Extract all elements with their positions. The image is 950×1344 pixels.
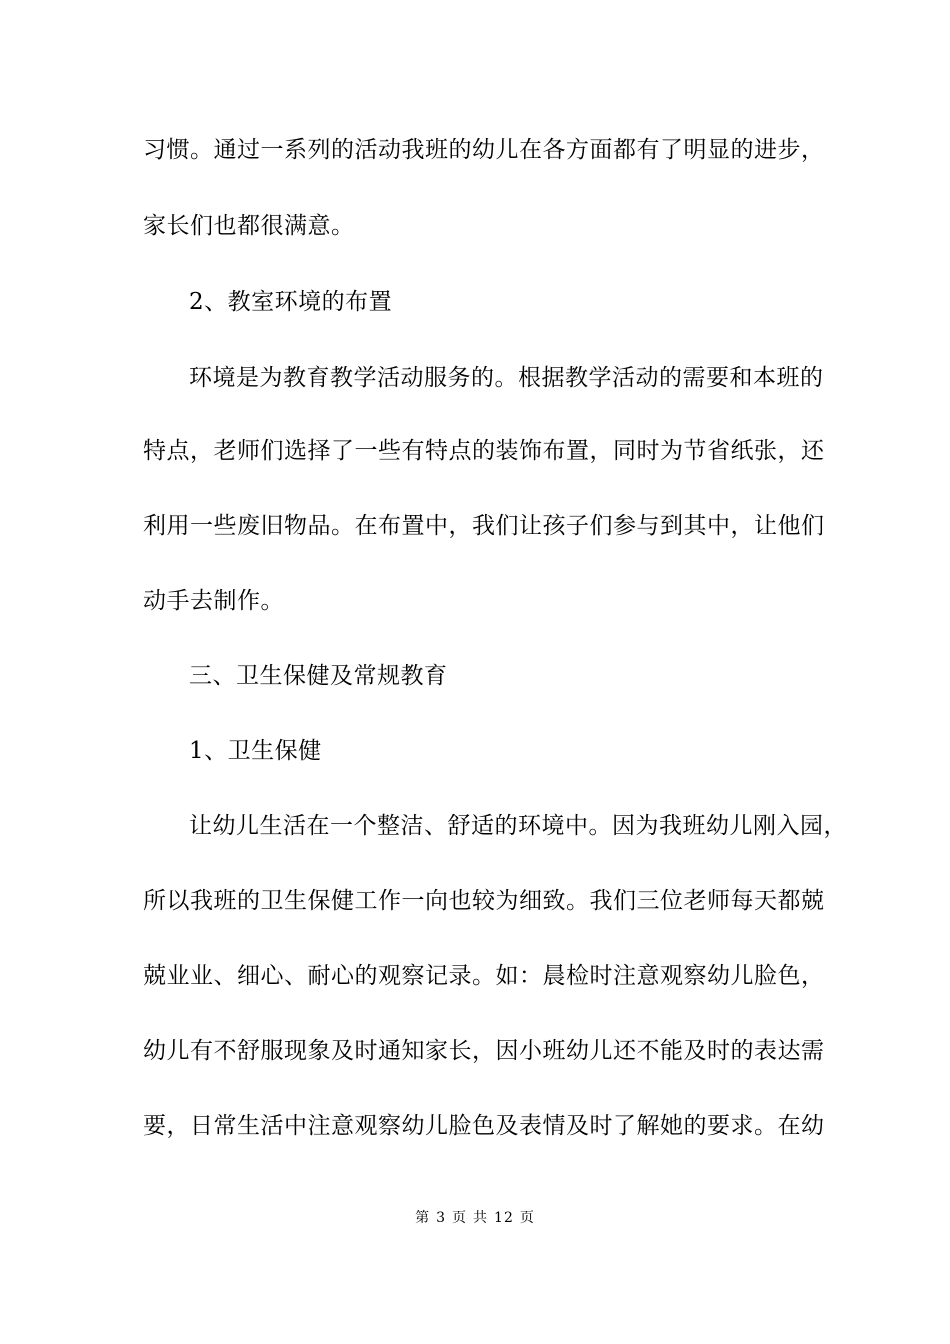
section-heading: 三、卫生保健及常规教育: [189, 663, 448, 689]
footer-total-pages: 12: [494, 1210, 514, 1226]
footer-suffix: 页: [519, 1210, 535, 1226]
footer-total-word: 共: [473, 1210, 489, 1226]
footer-current-page: 3: [436, 1210, 447, 1226]
footer-page-word: 页: [452, 1210, 468, 1226]
paragraph-line: 让幼儿生活在一个整洁、舒适的环境中。因为我班幼儿刚入园，: [189, 813, 847, 839]
paragraph-line: 环境是为教育教学活动服务的。根据教学活动的需要和本班的: [189, 365, 824, 391]
paragraph-line: 习惯。通过一系列的活动我班的幼儿在各方面都有了明显的进步，: [143, 137, 825, 163]
paragraph-line: 动手去制作。: [143, 588, 284, 614]
paragraph-line: 所以我班的卫生保健工作一向也较为细致。我们三位老师每天都兢: [143, 888, 825, 914]
paragraph-line: 幼儿有不舒服现象及时通知家长，因小班幼儿还不能及时的表达需: [143, 1038, 825, 1064]
paragraph-line: 利用一些废旧物品。在布置中，我们让孩子们参与到其中，让他们: [143, 513, 825, 539]
paragraph-line: 要，日常生活中注意观察幼儿脸色及表情及时了解她的要求。在幼: [143, 1113, 825, 1139]
page-footer: [0, 1208, 950, 1228]
paragraph-line: 家长们也都很满意。: [143, 213, 355, 239]
paragraph-line: 兢业业、细心、耐心的观察记录。如：晨检时注意观察幼儿脸色，: [143, 963, 825, 989]
subsection-heading: 1、卫生保健: [189, 738, 322, 764]
paragraph-line: 特点，老师们选择了一些有特点的装饰布置，同时为节省纸张，还: [143, 438, 825, 464]
section-heading: 2、教室环境的布置: [189, 289, 393, 315]
footer-prefix: 第: [415, 1210, 431, 1226]
